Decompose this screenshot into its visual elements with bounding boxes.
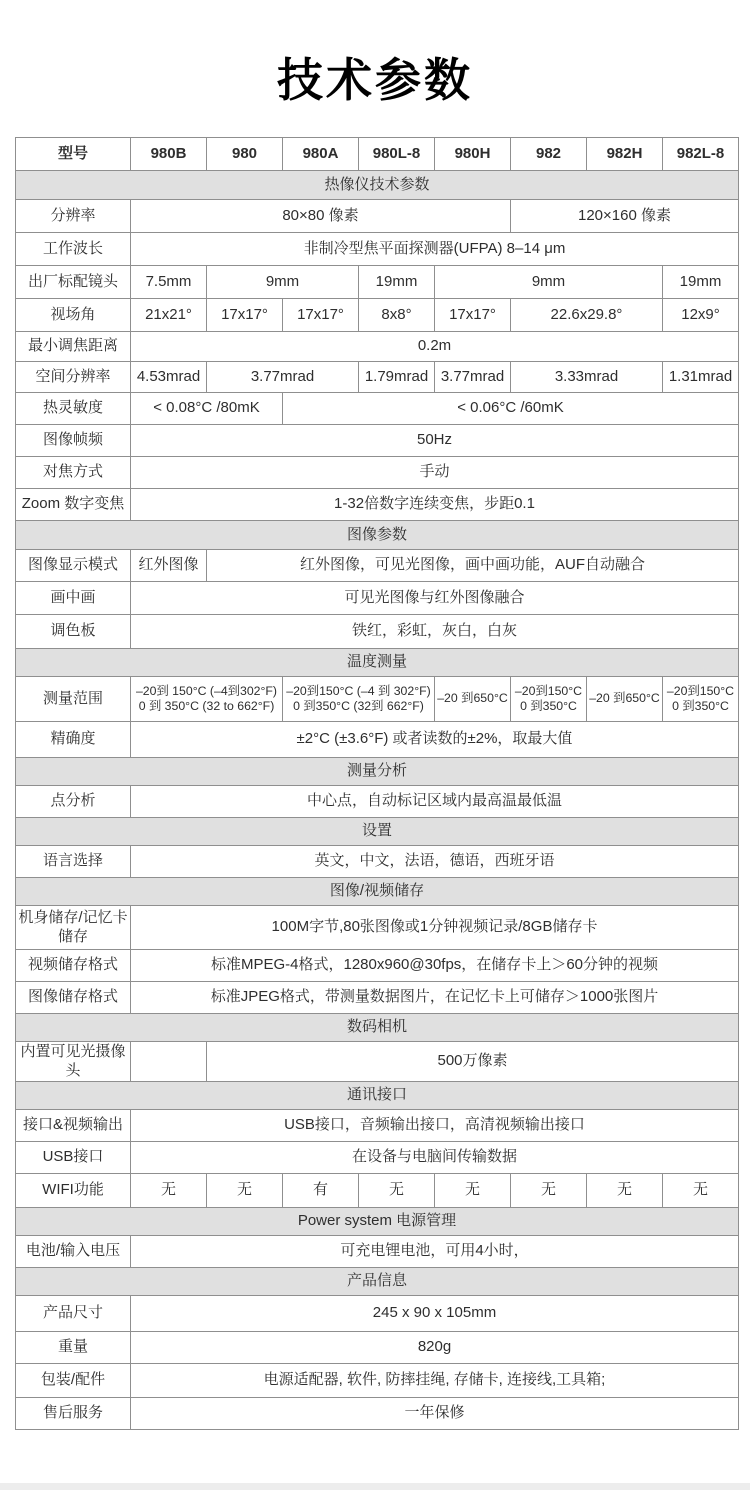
row-pip bbox=[16, 582, 739, 615]
palette-value: 铁红，彩虹，灰白，白灰 bbox=[131, 615, 739, 649]
fov-v6: 22.6x29.8° bbox=[511, 299, 663, 332]
dimensions-value: 245 x 90 x 105mm bbox=[131, 1296, 739, 1332]
row-model-header bbox=[16, 138, 739, 171]
spatial-v2: 3.77mrad bbox=[207, 362, 359, 393]
temp-range-c6-line2: 0 到350°C bbox=[672, 699, 729, 713]
spot-analysis-value: 中心点，自动标记区域内最高温最低温 bbox=[131, 786, 739, 818]
sensitivity-v2: < 0.06°C /60mK bbox=[283, 393, 739, 425]
temp-range-c6 bbox=[663, 677, 739, 722]
section-thermal bbox=[16, 171, 739, 200]
spec-table bbox=[15, 137, 739, 1430]
row-fov bbox=[16, 299, 739, 332]
row-sensitivity bbox=[16, 393, 739, 425]
row-focus-mode bbox=[16, 457, 739, 489]
row-battery bbox=[16, 1236, 739, 1268]
video-format-label: 视频储存格式 bbox=[16, 950, 131, 982]
language-label: 语言选择 bbox=[16, 846, 131, 878]
row-image-format bbox=[16, 982, 739, 1014]
internal-storage-label: 机身储存/记忆卡储存 bbox=[16, 906, 131, 950]
battery-label: 电池/输入电压 bbox=[16, 1236, 131, 1268]
wifi-980: 无 bbox=[207, 1174, 283, 1208]
weight-label: 重量 bbox=[16, 1332, 131, 1364]
spatial-v6: 1.31mrad bbox=[663, 362, 739, 393]
section-settings-title: 设置 bbox=[16, 818, 739, 846]
usb-value: 在设备与电脑间传输数据 bbox=[131, 1142, 739, 1174]
temp-range-c4 bbox=[511, 677, 587, 722]
temp-range-c3: –20 到650°C bbox=[435, 677, 511, 722]
fov-label: 视场角 bbox=[16, 299, 131, 332]
dimensions-label: 产品尺寸 bbox=[16, 1296, 131, 1332]
row-display-mode bbox=[16, 550, 739, 582]
row-interfaces bbox=[16, 1110, 739, 1142]
packaging-value: 电源适配器, 软件, 防摔挂绳, 存储卡, 连接线,工具箱; bbox=[131, 1364, 739, 1398]
language-value: 英文，中文，法语，德语，西班牙语 bbox=[131, 846, 739, 878]
row-spot-analysis bbox=[16, 786, 739, 818]
accuracy-value: ±2°C (±3.6°F) 或者读数的±2%，取最大值 bbox=[131, 722, 739, 758]
video-format-value: 标准MPEG-4格式，1280x960@30fps，在储存卡上＞60分钟的视频 bbox=[131, 950, 739, 982]
fov-v7: 12x9° bbox=[663, 299, 739, 332]
row-video-format bbox=[16, 950, 739, 982]
row-frame-rate bbox=[16, 425, 739, 457]
row-temp-range bbox=[16, 677, 739, 722]
row-packaging bbox=[16, 1364, 739, 1398]
model-982L-8: 982L-8 bbox=[663, 138, 739, 171]
visible-camera-empty-cell bbox=[131, 1042, 207, 1082]
focus-mode-label: 对焦方式 bbox=[16, 457, 131, 489]
model-982H: 982H bbox=[587, 138, 663, 171]
row-spatial-resolution bbox=[16, 362, 739, 393]
model-980L-8: 980L-8 bbox=[359, 138, 435, 171]
accuracy-label: 精确度 bbox=[16, 722, 131, 758]
interfaces-value: USB接口，音频输出接口，高清视频输出接口 bbox=[131, 1110, 739, 1142]
model-980B: 980B bbox=[131, 138, 207, 171]
row-wifi bbox=[16, 1174, 739, 1208]
visible-camera-label: 内置可见光摄像头 bbox=[16, 1042, 131, 1082]
temp-range-c1-line1: –20到 150°C (–4到302°F) bbox=[135, 683, 278, 698]
section-analysis bbox=[16, 758, 739, 786]
spatial-resolution-label: 空间分辨率 bbox=[16, 362, 131, 393]
section-analysis-title: 测量分析 bbox=[16, 758, 739, 786]
battery-value: 可充电锂电池，可用4小时， bbox=[131, 1236, 739, 1268]
wifi-980L-8: 无 bbox=[359, 1174, 435, 1208]
section-comm-title: 通讯接口 bbox=[16, 1082, 739, 1110]
lens-v5: 19mm bbox=[663, 266, 739, 299]
section-product-title: 产品信息 bbox=[16, 1268, 739, 1296]
lens-label: 出厂标配镜头 bbox=[16, 266, 131, 299]
warranty-label: 售后服务 bbox=[16, 1398, 131, 1430]
lens-v1: 7.5mm bbox=[131, 266, 207, 299]
section-settings bbox=[16, 818, 739, 846]
wifi-980H: 无 bbox=[435, 1174, 511, 1208]
section-power-title: Power system 电源管理 bbox=[16, 1208, 739, 1236]
image-format-value: 标准JPEG格式，带测量数据图片，在记忆卡上可储存＞1000张图片 bbox=[131, 982, 739, 1014]
weight-value: 820g bbox=[131, 1332, 739, 1364]
temp-range-c2-line2: 0 到350°C (32到 662°F) bbox=[293, 699, 424, 713]
display-mode-v1: 红外图像 bbox=[131, 550, 207, 582]
page-title: 技术参数 bbox=[277, 54, 473, 106]
fov-v3: 17x17° bbox=[283, 299, 359, 332]
lens-v3: 19mm bbox=[359, 266, 435, 299]
resolution-120x160: 120×160 像素 bbox=[511, 200, 739, 233]
sensitivity-label: 热灵敏度 bbox=[16, 393, 131, 425]
row-dimensions bbox=[16, 1296, 739, 1332]
wifi-980B: 无 bbox=[131, 1174, 207, 1208]
section-comm bbox=[16, 1082, 739, 1110]
usb-label: USB接口 bbox=[16, 1142, 131, 1174]
fov-v2: 17x17° bbox=[207, 299, 283, 332]
wavelength-value: 非制冷型焦平面探测器(UFPA) 8–14 μm bbox=[131, 233, 739, 266]
fov-v4: 8x8° bbox=[359, 299, 435, 332]
fov-v1: 21x21° bbox=[131, 299, 207, 332]
display-mode-label: 图像显示模式 bbox=[16, 550, 131, 582]
interfaces-label: 接口&视频输出 bbox=[16, 1110, 131, 1142]
palette-label: 调色板 bbox=[16, 615, 131, 649]
model-980H: 980H bbox=[435, 138, 511, 171]
row-internal-storage bbox=[16, 906, 739, 950]
temp-range-c2 bbox=[283, 677, 435, 722]
section-camera-title: 数码相机 bbox=[16, 1014, 739, 1042]
digital-zoom-value: 1-32倍数字连续变焦，步距0.1 bbox=[131, 489, 739, 521]
section-storage bbox=[16, 878, 739, 906]
model-980A: 980A bbox=[283, 138, 359, 171]
temp-range-c1 bbox=[131, 677, 283, 722]
temp-range-c4-line1: –20到150°C bbox=[514, 683, 583, 698]
row-accuracy bbox=[16, 722, 739, 758]
section-image-title: 图像参数 bbox=[16, 521, 739, 550]
temp-range-c4-line2: 0 到350°C bbox=[520, 699, 577, 713]
row-resolution bbox=[16, 200, 739, 233]
section-image bbox=[16, 521, 739, 550]
wifi-980A: 有 bbox=[283, 1174, 359, 1208]
model-982: 982 bbox=[511, 138, 587, 171]
display-mode-v2: 红外图像，可见光图像，画中画功能，AUF自动融合 bbox=[207, 550, 739, 582]
lens-v2: 9mm bbox=[207, 266, 359, 299]
spatial-v3: 1.79mrad bbox=[359, 362, 435, 393]
row-language bbox=[16, 846, 739, 878]
resolution-label: 分辨率 bbox=[16, 200, 131, 233]
section-storage-title: 图像/视频储存 bbox=[16, 878, 739, 906]
row-warranty bbox=[16, 1398, 739, 1430]
visible-camera-value: 500万像素 bbox=[207, 1042, 739, 1082]
spatial-v4: 3.77mrad bbox=[435, 362, 511, 393]
sensitivity-v1: < 0.08°C /80mK bbox=[131, 393, 283, 425]
row-usb bbox=[16, 1142, 739, 1174]
spot-analysis-label: 点分析 bbox=[16, 786, 131, 818]
row-wavelength bbox=[16, 233, 739, 266]
packaging-label: 包装/配件 bbox=[16, 1364, 131, 1398]
temp-range-c1-line2: 0 到 350°C (32 to 662°F) bbox=[138, 699, 275, 713]
focus-distance-value: 0.2m bbox=[131, 332, 739, 362]
row-digital-zoom bbox=[16, 489, 739, 521]
warranty-value: 一年保修 bbox=[131, 1398, 739, 1430]
wifi-982L-8: 无 bbox=[663, 1174, 739, 1208]
footer-strip bbox=[0, 1483, 750, 1490]
row-lens bbox=[16, 266, 739, 299]
temp-range-c2-line1: –20到150°C (–4 到 302°F) bbox=[286, 683, 431, 698]
lens-v4: 9mm bbox=[435, 266, 663, 299]
spatial-v1: 4.53mrad bbox=[131, 362, 207, 393]
wifi-982H: 无 bbox=[587, 1174, 663, 1208]
spatial-v5: 3.33mrad bbox=[511, 362, 663, 393]
row-focus-distance bbox=[16, 332, 739, 362]
section-product bbox=[16, 1268, 739, 1296]
pip-label: 画中画 bbox=[16, 582, 131, 615]
wavelength-label: 工作波长 bbox=[16, 233, 131, 266]
section-temperature-title: 温度测量 bbox=[16, 649, 739, 677]
frame-rate-label: 图像帧频 bbox=[16, 425, 131, 457]
image-format-label: 图像储存格式 bbox=[16, 982, 131, 1014]
resolution-80x80: 80×80 像素 bbox=[131, 200, 511, 233]
section-temperature bbox=[16, 649, 739, 677]
row-palette bbox=[16, 615, 739, 649]
temp-range-label: 测量范围 bbox=[16, 677, 131, 722]
section-power bbox=[16, 1208, 739, 1236]
section-camera bbox=[16, 1014, 739, 1042]
row-visible-camera bbox=[16, 1042, 739, 1082]
digital-zoom-label: Zoom 数字变焦 bbox=[16, 489, 131, 521]
model-header-label: 型号 bbox=[16, 138, 131, 171]
pip-value: 可见光图像与红外图像融合 bbox=[131, 582, 739, 615]
temp-range-c5: –20 到650°C bbox=[587, 677, 663, 722]
section-thermal-title: 热像仪技术参数 bbox=[16, 171, 739, 200]
focus-distance-label: 最小调焦距离 bbox=[16, 332, 131, 362]
model-980: 980 bbox=[207, 138, 283, 171]
row-weight bbox=[16, 1332, 739, 1364]
frame-rate-value: 50Hz bbox=[131, 425, 739, 457]
wifi-label: WIFI功能 bbox=[16, 1174, 131, 1208]
fov-v5: 17x17° bbox=[435, 299, 511, 332]
focus-mode-value: 手动 bbox=[131, 457, 739, 489]
temp-range-c6-line1: –20到150°C bbox=[666, 683, 735, 698]
internal-storage-value: 100M字节,80张图像或1分钟视频记录/8GB储存卡 bbox=[131, 906, 739, 950]
wifi-982: 无 bbox=[511, 1174, 587, 1208]
